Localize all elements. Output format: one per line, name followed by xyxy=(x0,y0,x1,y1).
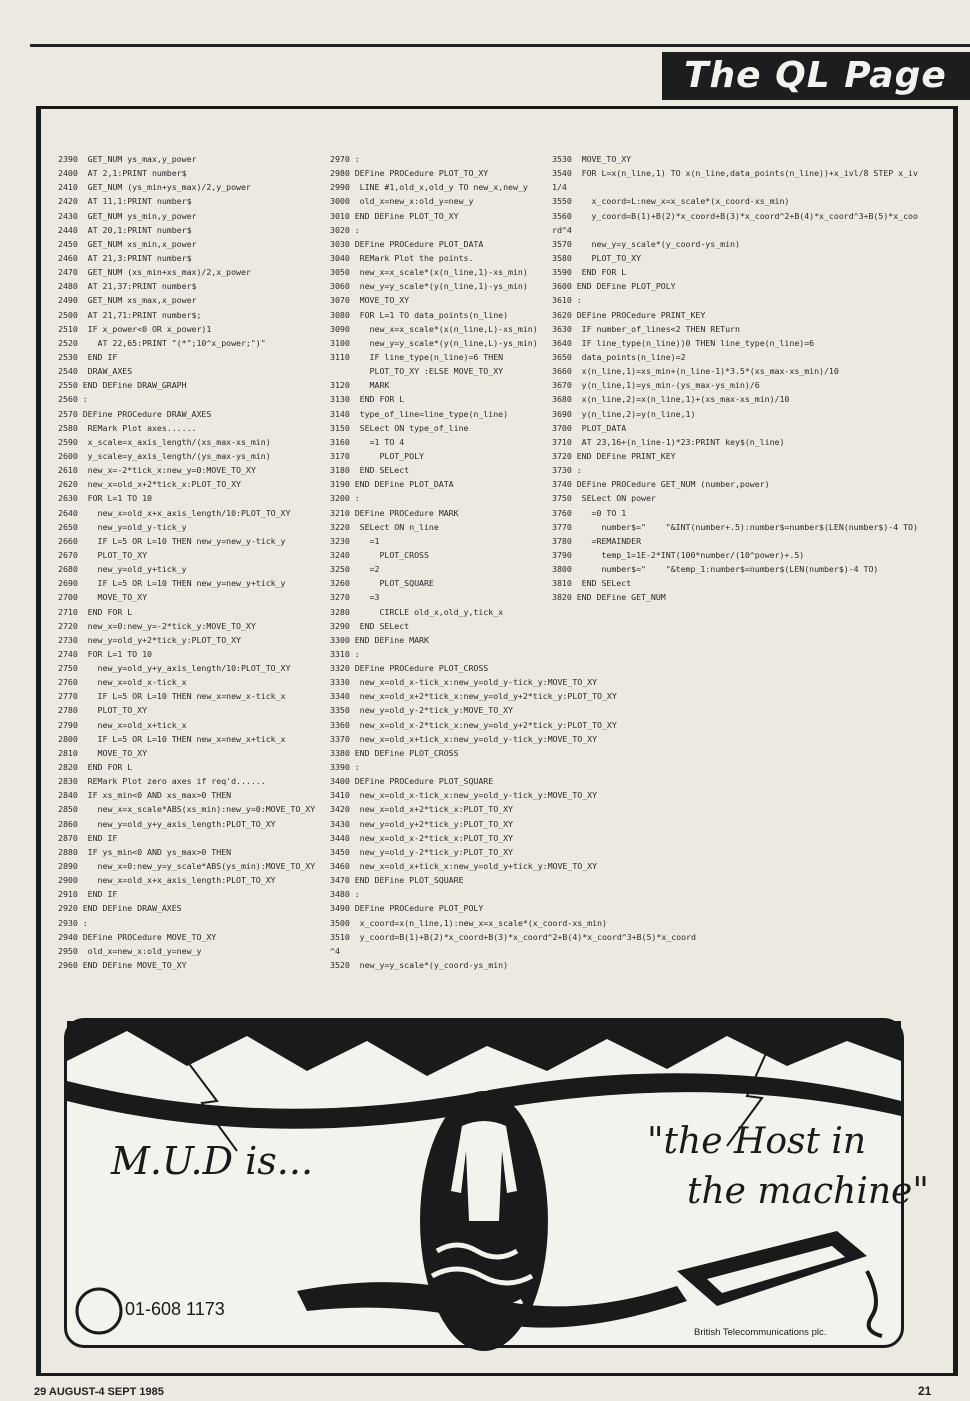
code-line: 3740 DEFine PROCedure GET_NUM (number,power) xyxy=(552,479,770,490)
code-line: 2410 GET_NUM (ys_min+ys_max)/2,y_power xyxy=(58,182,251,193)
code-line: 3030 DEFine PROCedure PLOT_DATA xyxy=(330,238,484,249)
code-line: 2650 new_y=old_y-tick_y xyxy=(58,521,187,532)
code-line: 3600 END DEFine PLOT_POLY xyxy=(552,281,676,292)
advert-phone-number: 01-608 1173 xyxy=(125,1299,225,1319)
code-line: 2480 AT 21,37:PRINT number$ xyxy=(58,281,197,292)
code-line: 3540 FOR L=x(n_line,1) TO x(n_line,data_points(n_line))+x_ivl/8 STEP x_iv xyxy=(552,168,918,179)
code-line: 2580 REMark Plot axes...... xyxy=(58,422,197,433)
code-line: 2870 END IF xyxy=(58,832,118,843)
code-line: 3310 : xyxy=(330,648,360,659)
code-line: 2890 new_x=0:new_y=y_scale*ABS(ys_min):MOVE_TO_XY xyxy=(58,861,316,872)
code-line: 3320 DEFine PROCedure PLOT_CROSS xyxy=(330,663,489,674)
code-line: 3240 PLOT_CROSS xyxy=(330,549,429,560)
code-line: 2620 new_x=old_x+2*tick_x:PLOT_TO_XY xyxy=(58,479,241,490)
code-line: 2770 IF L=5 OR L=10 THEN new_x=new_x-tick_x xyxy=(58,691,286,702)
code-line: 2560 : xyxy=(58,394,88,405)
code-line: 3280 CIRCLE old_x,old_y,tick_x xyxy=(330,606,504,617)
code-line: 3350 new_y=old_y-2*tick_y:MOVE_TO_XY xyxy=(330,705,513,716)
code-line: 3020 : xyxy=(330,224,360,235)
code-line: 3720 END DEFine PRINT_KEY xyxy=(552,450,676,461)
code-line: 3580 PLOT_TO_XY xyxy=(552,252,642,263)
code-line: 2730 new_y=old_y+2*tick_y:PLOT_TO_XY xyxy=(58,634,241,645)
code-line: 3660 x(n_line,1)=xs_min+(n_line-1)*3.5*(xs_max-xs_min)/10 xyxy=(552,366,839,377)
code-line: 2590 x_scale=x_axis_length/(xs_max-xs_min) xyxy=(58,436,271,447)
code-line: 2390 GET_NUM ys_max,y_power xyxy=(58,154,197,164)
code-line: 2490 GET_NUM xs_max,x_power xyxy=(58,295,197,306)
code-line: 3090 new_x=x_scale*(x(n_line,L)-xs_min) xyxy=(330,323,538,334)
code-line: 2960 END DEFine MOVE_TO_XY xyxy=(58,960,187,971)
code-line: 2940 DEFine PROCedure MOVE_TO_XY xyxy=(58,931,217,942)
code-line: 2420 AT 11,1:PRINT number$ xyxy=(58,196,192,207)
code-line: 2900 new_x=old_x+x_axis_length:PLOT_TO_XY xyxy=(58,875,276,886)
code-line: 3110 IF line_type(n_line)=6 THEN xyxy=(330,351,504,362)
code-line: 3160 =1 TO 4 xyxy=(330,436,405,447)
mud-advert xyxy=(64,1018,929,1348)
code-line: 2470 GET_NUM (xs_min+xs_max)/2,x_power xyxy=(58,267,251,278)
code-line: 2680 new_y=old_y+tick_y xyxy=(58,564,187,575)
top-rule xyxy=(30,44,970,47)
code-line: 2780 PLOT_TO_XY xyxy=(58,705,148,716)
code-line: 2530 END IF xyxy=(58,351,118,362)
code-line: 2550 END DEFine DRAW_GRAPH xyxy=(58,380,187,391)
listing-column-1 xyxy=(58,152,330,972)
code-line: 3120 MARK xyxy=(330,380,390,391)
code-line: 3380 END DEFine PLOT_CROSS xyxy=(330,747,459,758)
code-line: 2800 IF L=5 OR L=10 THEN new_x=new_x+tick_x xyxy=(58,733,286,744)
code-line: 2750 new_y=old_y+y_axis_length/10:PLOT_TO_XY xyxy=(58,663,291,674)
code-line: 3690 y(n_line,2)=y(n_line,1) xyxy=(552,408,696,419)
code-line: 3560 y_coord=B(1)+B(2)*x_coord+B(3)*x_coord^2+B(4)*x_coord^3+B(5)*x_coo xyxy=(552,210,918,221)
code-line: 3630 IF number_of_lines<2 THEN RETurn xyxy=(552,323,740,334)
tagline-line-1: "the Host in xyxy=(647,1121,867,1162)
code-line: 3780 =REMAINDER xyxy=(552,535,642,546)
phone-circle xyxy=(77,1289,121,1333)
code-line: 3620 DEFine PROCedure PRINT_KEY xyxy=(552,309,706,320)
code-line: 3710 AT 23,16+(n_line-1)*23:PRINT key$(n_line) xyxy=(552,436,785,447)
code-line: 2840 IF xs_min<0 AND xs_max>0 THEN xyxy=(58,790,232,801)
code-line: 2920 END DEFine DRAW_AXES xyxy=(58,903,182,914)
code-line: 3760 =0 TO 1 xyxy=(552,507,627,518)
advert-company: British Telecommunications plc. xyxy=(694,1327,827,1338)
code-line: 3520 new_y=y_scale*(y_coord-ys_min) xyxy=(330,960,509,971)
code-line: 3510 y_coord=B(1)+B(2)*x_coord+B(3)*x_coord^2+B(4)*x_coord^3+B(5)*x_coord xyxy=(330,931,696,942)
code-line: 3700 PLOT_DATA xyxy=(552,422,627,433)
code-line: 3800 number$=" "&temp_1:number$=number$(LEN(number$)-4 TO) xyxy=(552,564,879,575)
code-line: 2430 GET_NUM ys_min,y_power xyxy=(58,210,197,221)
code-line: 2400 AT 2,1:PRINT number$ xyxy=(58,168,187,179)
code-line: 2810 MOVE_TO_XY xyxy=(58,747,148,758)
mud-headline: M.U.D is... xyxy=(111,1139,314,1183)
code-line: 3230 =1 xyxy=(330,535,380,546)
code-line: 2510 IF x_power<0 OR x_power)1 xyxy=(58,323,212,334)
code-line: 3070 MOVE_TO_XY xyxy=(330,295,410,306)
code-line: 3140 type_of_line=line_type(n_line) xyxy=(330,408,509,419)
code-line: 3430 new_y=old_y+2*tick_y:PLOT_TO_XY xyxy=(330,818,513,829)
code-line: 2570 DEFine PROCedure DRAW_AXES xyxy=(58,408,212,419)
code-line: 3770 number$=" "&INT(number+.5):number$=number$(LEN(number$)-4 TO) xyxy=(552,521,918,532)
code-line: 3530 MOVE_TO_XY xyxy=(552,154,632,164)
code-line: 3450 new_y=old_y-2*tick_y:PLOT_TO_XY xyxy=(330,846,513,857)
code-line: 2740 FOR L=1 TO 10 xyxy=(58,648,152,659)
code-line: 3750 SELect ON power xyxy=(552,493,656,504)
code-line: 3680 x(n_line,2)=x(n_line,1)+(xs_max-xs_min)/10 xyxy=(552,394,790,405)
code-line: 2700 MOVE_TO_XY xyxy=(58,592,148,603)
code-line: 2500 AT 21,71:PRINT number$; xyxy=(58,309,202,320)
code-line: 2930 : xyxy=(58,917,88,928)
code-line: 3170 PLOT_POLY xyxy=(330,450,424,461)
code-line: 3010 END DEFine PLOT_TO_XY xyxy=(330,210,459,221)
code-line: 3730 : xyxy=(552,465,582,476)
code-line: 2520 AT 22,65:PRINT "(*";10^x_power;")" xyxy=(58,337,266,348)
code-line: 2860 new_y=old_y+y_axis_length:PLOT_TO_XY xyxy=(58,818,276,829)
code-line: 3060 new_y=y_scale*(y(n_line,1)-ys_min) xyxy=(330,281,528,292)
code-line: 3180 END SELect xyxy=(330,465,410,476)
frame-top-rule xyxy=(36,106,958,109)
code-line: 1/4 xyxy=(552,182,567,193)
code-line: 3420 new_x=old_x+2*tick_x:PLOT_TO_XY xyxy=(330,804,513,815)
code-line: 3000 old_x=new_x:old_y=new_y xyxy=(330,196,474,207)
code-line: 3210 DEFine PROCedure MARK xyxy=(330,507,459,518)
code-line: 3080 FOR L=1 TO data_points(n_line) xyxy=(330,309,509,320)
code-line: 3640 IF line_type(n_line))0 THEN line_type(n_line)=6 xyxy=(552,337,815,348)
code-line: 3570 new_y=y_scale*(y_coord-ys_min) xyxy=(552,238,740,249)
code-line: 3200 : xyxy=(330,493,360,504)
code-line: 3440 new_x=old_x-2*tick_x:PLOT_TO_XY xyxy=(330,832,513,843)
code-line: 3360 new_x=old_x-2*tick_x:new_y=old_y+2*tick_y:PLOT_TO_XY xyxy=(330,719,617,730)
modem-cable xyxy=(867,1271,882,1336)
code-line: 3220 SELect ON n_line xyxy=(330,521,439,532)
code-line: 2720 new_x=0:new_y=-2*tick_y:MOVE_TO_XY xyxy=(58,620,256,631)
code-line: 2880 IF ys_min<0 AND ys_max>0 THEN xyxy=(58,846,232,857)
code-line: 3790 temp_1=1E-2*INT(100*number/(10^power)+.5) xyxy=(552,549,805,560)
code-line: 2670 PLOT_TO_XY xyxy=(58,549,148,560)
code-line: 2820 END FOR L xyxy=(58,762,133,773)
code-line: 3040 REMark Plot the points. xyxy=(330,252,474,263)
code-line: 2710 END FOR L xyxy=(58,606,133,617)
code-line: PLOT_TO_XY :ELSE MOVE_TO_XY xyxy=(330,366,504,377)
code-line: 2440 AT 20,1:PRINT number$ xyxy=(58,224,192,235)
code-line: 2910 END IF xyxy=(58,889,118,900)
code-line: 2610 new_x=-2*tick_x:new_y=0:MOVE_TO_XY xyxy=(58,465,256,476)
code-line: 2450 GET_NUM xs_min,x_power xyxy=(58,238,197,249)
code-line: 2600 y_scale=y_axis_length/(ys_max-ys_min) xyxy=(58,450,271,461)
code-line: 3190 END DEFine PLOT_DATA xyxy=(330,479,454,490)
code-line: rd^4 xyxy=(552,224,572,235)
code-line: 3470 END DEFine PLOT_SQUARE xyxy=(330,875,464,886)
code-line: ^4 xyxy=(330,945,340,956)
code-line: 3290 END SELect xyxy=(330,620,410,631)
code-line: 3480 : xyxy=(330,889,360,900)
code-line: 3050 new_x=x_scale*(x(n_line,1)-xs_min) xyxy=(330,267,528,278)
code-line: 2980 DEFine PROCedure PLOT_TO_XY xyxy=(330,168,489,179)
code-line: 2630 FOR L=1 TO 10 xyxy=(58,493,152,504)
code-line: 2460 AT 21,3:PRINT number$ xyxy=(58,252,192,263)
code-line: 3820 END DEFine GET_NUM xyxy=(552,592,666,603)
code-line: 3400 DEFine PROCedure PLOT_SQUARE xyxy=(330,776,494,787)
code-line: 2540 DRAW_AXES xyxy=(58,366,133,377)
code-line: 2850 new_x=x_scale*ABS(xs_min):new_y=0:MOVE_TO_XY xyxy=(58,804,316,815)
code-line: 2760 new_x=old_x-tick_x xyxy=(58,677,187,688)
listing-column-3 xyxy=(552,152,938,605)
code-line: 3490 DEFine PROCedure PLOT_POLY xyxy=(330,903,484,914)
code-line: 3330 new_x=old_x-tick_x:new_y=old_y-tick_y:MOVE_TO_XY xyxy=(330,677,598,688)
code-line: 3410 new_x=old_x-tick_x:new_y=old_y-tick_y:MOVE_TO_XY xyxy=(330,790,598,801)
code-line: 3130 END FOR L xyxy=(330,394,405,405)
page-title: The QL Page xyxy=(662,52,970,100)
code-line: 3260 PLOT_SQUARE xyxy=(330,578,434,589)
code-line: 3390 : xyxy=(330,762,360,773)
code-line: 2790 new_x=old_x+tick_x xyxy=(58,719,187,730)
code-line: 2660 IF L=5 OR L=10 THEN new_y=new_y-tick_y xyxy=(58,535,286,546)
code-line: 3550 x_coord=L:new_x=x_scale*(x_coord-xs_min) xyxy=(552,196,790,207)
footer-date: 29 AUGUST-4 SEPT 1985 xyxy=(34,1386,164,1398)
code-line: 3100 new_y=y_scale*(y(n_line,L)-ys_min) xyxy=(330,337,538,348)
program-listing xyxy=(58,152,938,992)
code-line: 3370 new_x=old_x+tick_x:new_y=old_y-tick_y:MOVE_TO_XY xyxy=(330,733,598,744)
code-line: 3460 new_x=old_x+tick_x:new_y=old_y+tick_y:MOVE_TO_XY xyxy=(330,861,598,872)
code-line: 2830 REMark Plot zero axes if req'd...... xyxy=(58,776,266,787)
code-line: 3300 END DEFine MARK xyxy=(330,634,429,645)
page-number: 21 xyxy=(918,1384,932,1398)
frame-bottom-rule xyxy=(36,1373,958,1376)
code-line: 3270 =3 xyxy=(330,592,380,603)
code-line: 3340 new_x=old_x+2*tick_x:new_y=old_y+2*tick_y:PLOT_TO_XY xyxy=(330,691,617,702)
code-line: 3610 : xyxy=(552,295,582,306)
code-line: 3810 END SELect xyxy=(552,578,632,589)
code-line: 3150 SELect ON type_of_line xyxy=(330,422,469,433)
code-line: 3250 =2 xyxy=(330,564,380,575)
code-line: 2990 LINE #1,old_x,old_y TO new_x,new_y xyxy=(330,182,528,193)
code-line: 2690 IF L=5 OR L=10 THEN new_y=new_y+tick_y xyxy=(58,578,286,589)
tagline-line-2: the machine" xyxy=(687,1171,929,1212)
code-line: 2950 old_x=new_x:old_y=new_y xyxy=(58,945,202,956)
code-line: 3670 y(n_line,1)=ys_min-(ys_max-ys_min)/6 xyxy=(552,380,760,391)
code-line: 3500 x_coord=x(n_line,1):new_x=x_scale*(x_coord-xs_min) xyxy=(330,917,607,928)
code-line: 3650 data_points(n_line)=2 xyxy=(552,351,686,362)
code-line: 2970 : xyxy=(330,154,360,164)
code-line: 2640 new_x=old_x+x_axis_length/10:PLOT_TO_XY xyxy=(58,507,291,518)
code-line: 3590 END FOR L xyxy=(552,267,627,278)
